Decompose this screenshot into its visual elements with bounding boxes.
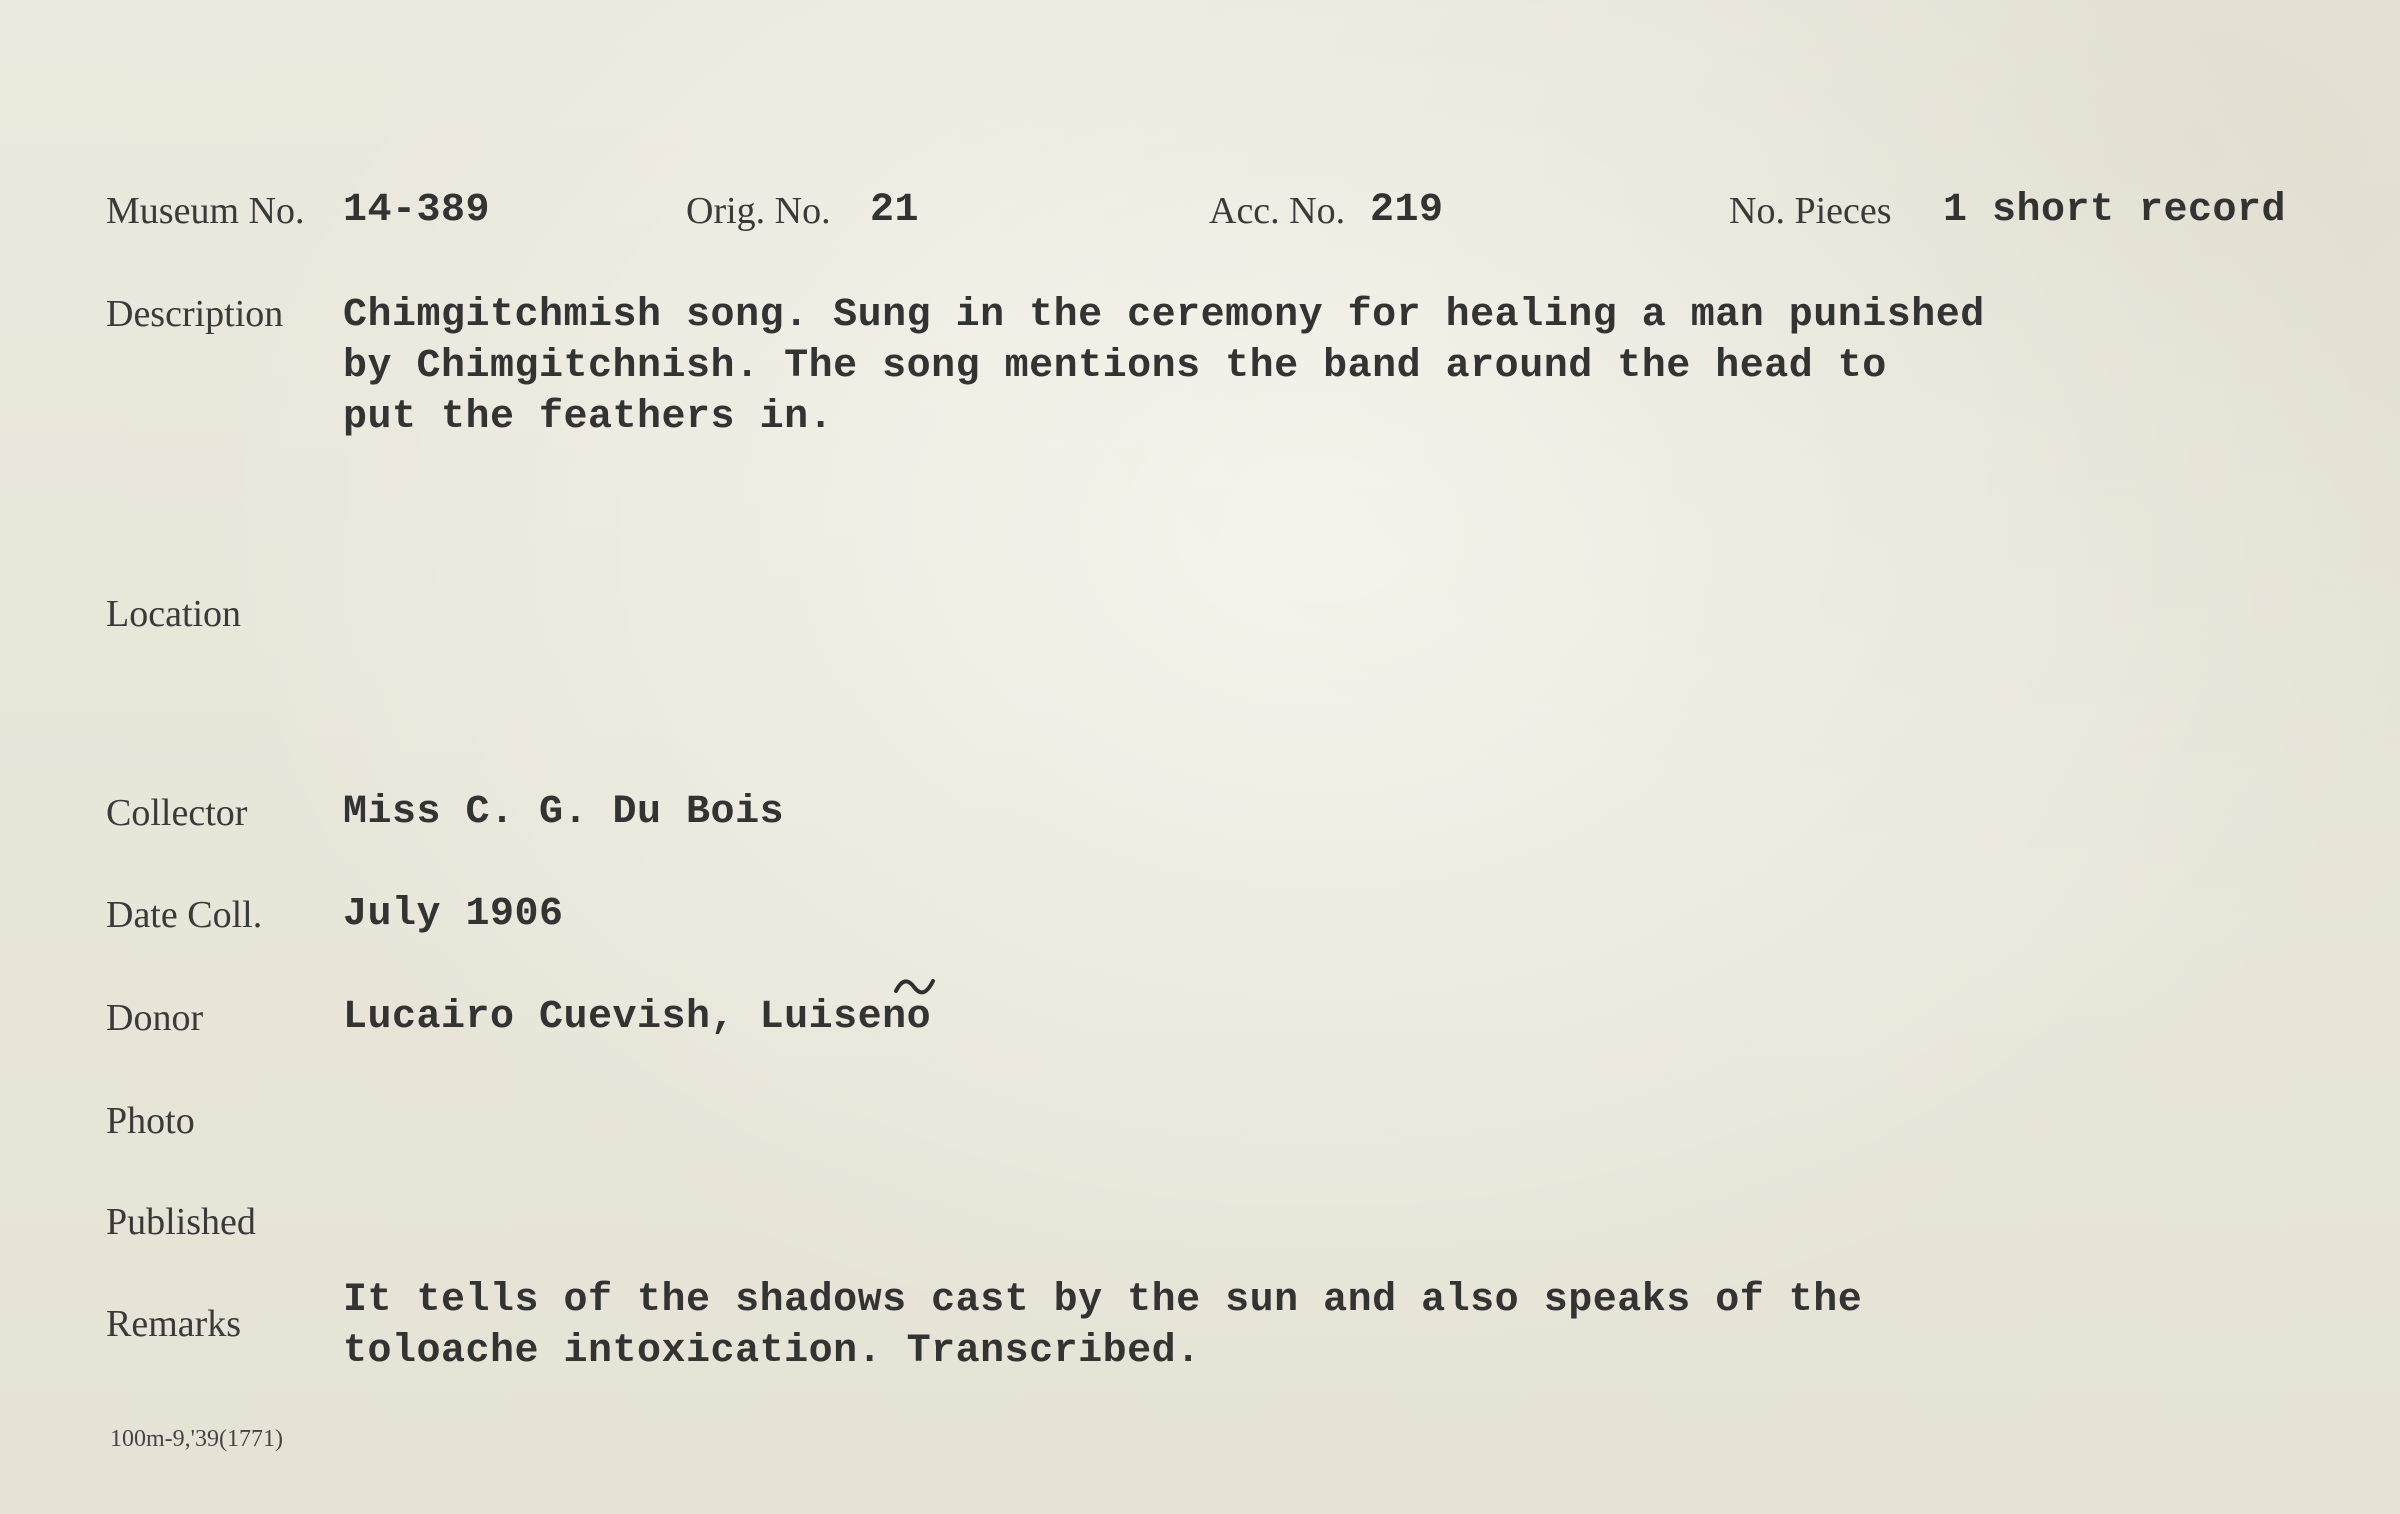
donor-label: Donor bbox=[106, 997, 204, 1039]
remarks-line: toloache intoxication. Transcribed. bbox=[343, 1329, 1201, 1374]
museum-no-label: Museum No. bbox=[106, 190, 305, 232]
remarks-label: Remarks bbox=[106, 1303, 242, 1345]
acc-no-value: 219 bbox=[1370, 188, 1444, 233]
remarks-text bbox=[343, 1275, 1862, 1377]
photo-label: Photo bbox=[106, 1100, 195, 1142]
museum-no-value: 14-389 bbox=[343, 188, 491, 233]
description-label: Description bbox=[106, 293, 284, 335]
no-pieces-value: 1 short record bbox=[1943, 188, 2287, 233]
date-coll-value: July 1906 bbox=[343, 892, 564, 937]
orig-no-label: Orig. No. bbox=[686, 190, 831, 232]
published-label: Published bbox=[106, 1201, 256, 1243]
location-label: Location bbox=[106, 593, 242, 635]
description-text bbox=[343, 290, 1985, 443]
description-line: Chimgitchmish song. Sung in the ceremony for healing a man punished bbox=[343, 293, 1985, 338]
handwritten-tilde-icon bbox=[893, 975, 937, 997]
collector-label: Collector bbox=[106, 792, 248, 834]
date-coll-label: Date Coll. bbox=[106, 894, 263, 936]
description-line: put the feathers in. bbox=[343, 395, 834, 440]
collector-value: Miss C. G. Du Bois bbox=[343, 790, 785, 835]
print-code: 100m-9,'39(1771) bbox=[110, 1426, 283, 1452]
acc-no-label: Acc. No. bbox=[1209, 190, 1346, 232]
description-line: by Chimgitchnish. The song mentions the band around the head to bbox=[343, 344, 1887, 389]
donor-value: Lucairo Cuevish, Luiseno bbox=[343, 995, 932, 1040]
orig-no-value: 21 bbox=[870, 188, 920, 233]
remarks-line: It tells of the shadows cast by the sun and also speaks of the bbox=[343, 1278, 1863, 1323]
no-pieces-label: No. Pieces bbox=[1729, 190, 1892, 232]
